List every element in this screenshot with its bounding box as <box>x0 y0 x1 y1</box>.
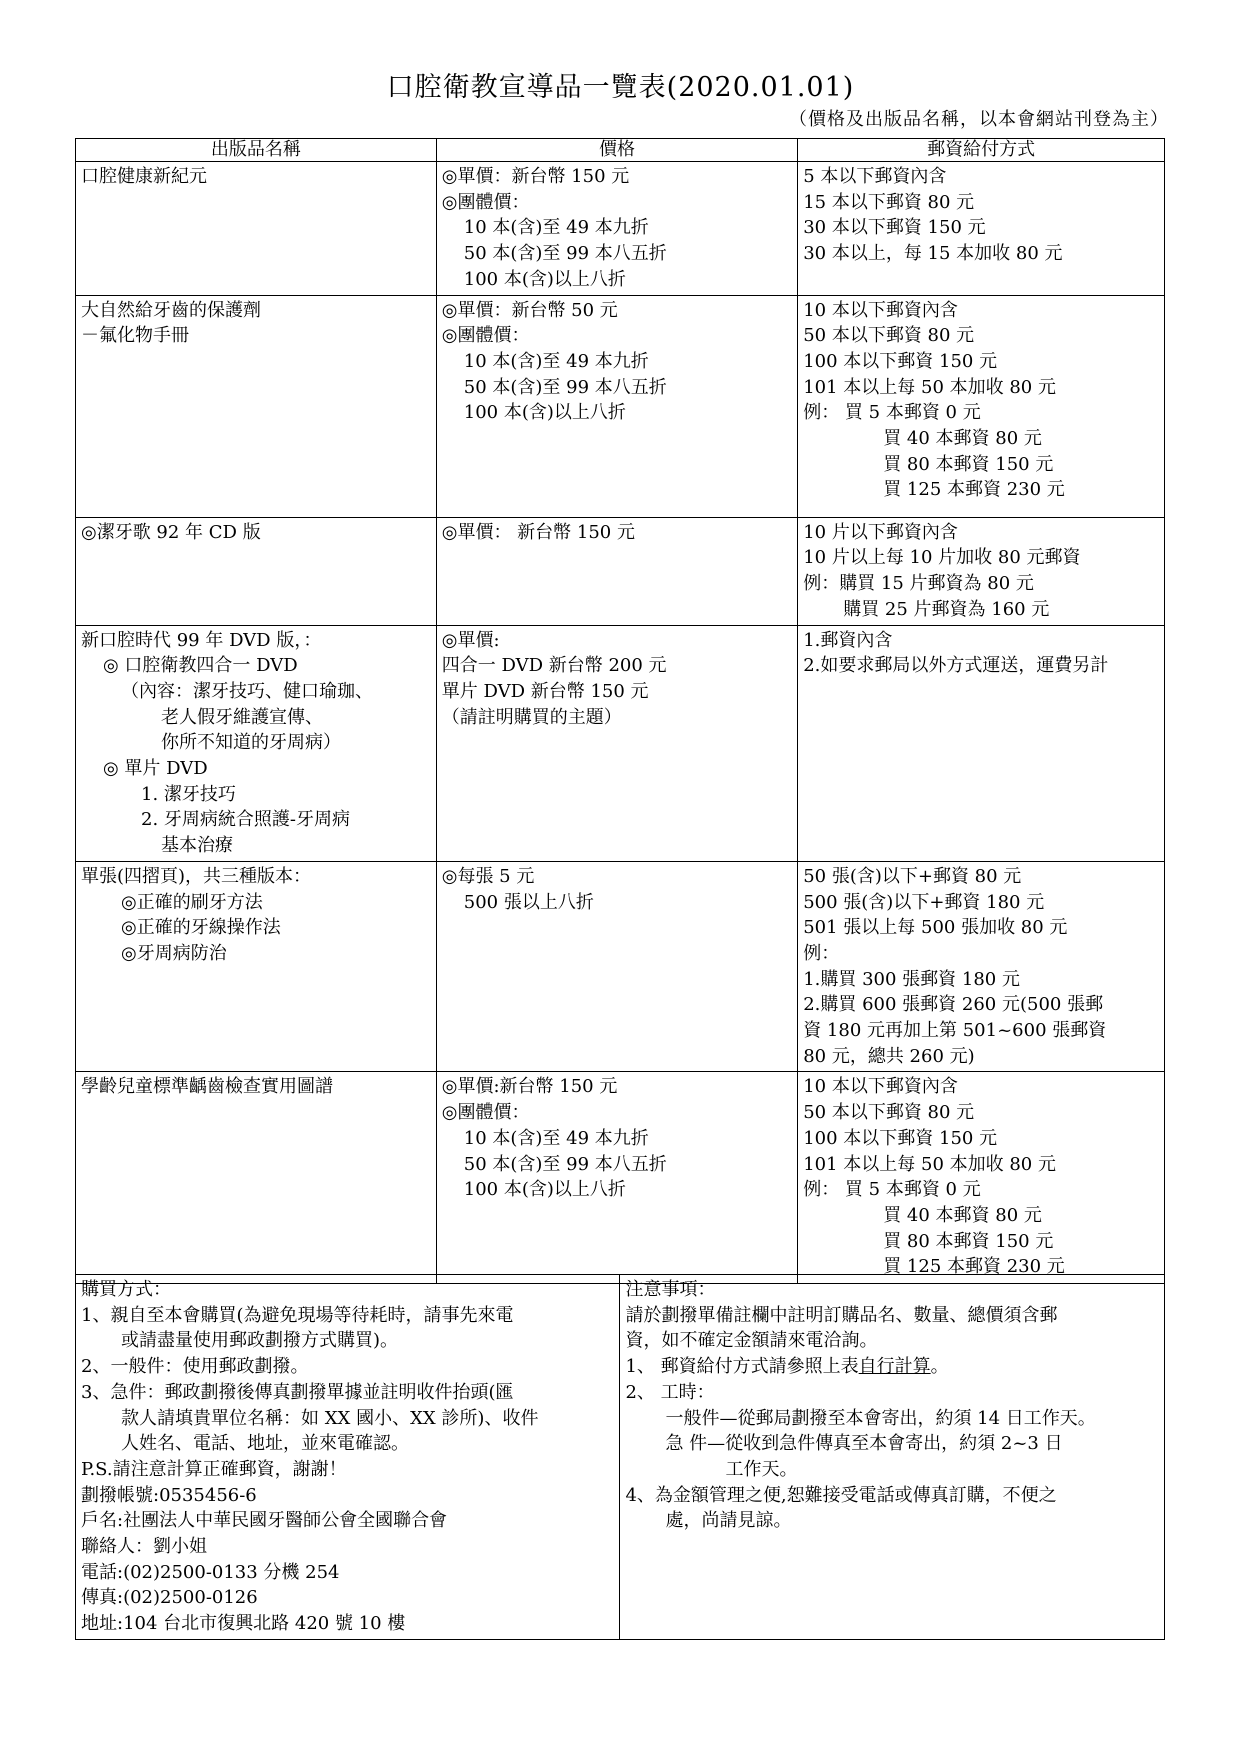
text-line: －氟化物手冊 <box>81 325 189 347</box>
text-line: 2、一般件：使用郵政劃撥。 <box>81 1356 309 1378</box>
table-row <box>76 517 1165 625</box>
cell-postage <box>798 625 1165 861</box>
text-line: 50 本(含)至 99 本八五折 <box>463 1153 667 1175</box>
account-name: 戶名:社團法人中華民國牙醫師公會全國聯合會 <box>81 1510 448 1532</box>
cell-name <box>76 295 437 517</box>
text-line: 基本治療 <box>161 835 233 857</box>
text-line: 購買 25 片郵資為 160 元 <box>843 598 1050 620</box>
purchase-method-cell <box>76 1275 620 1640</box>
text-line: 例： 買 5 本郵資 0 元 <box>803 402 981 424</box>
text-line: 1. 潔牙技巧 <box>141 783 236 805</box>
text-line: 50 本以下郵資 80 元 <box>803 325 975 347</box>
text-line: 100 本以下郵資 150 元 <box>803 1127 998 1149</box>
cell-name <box>76 1072 437 1284</box>
text-line: 2.購買 600 張郵資 260 元(500 張郵 <box>803 994 1104 1016</box>
text-line: 買 80 本郵資 150 元 <box>883 453 1054 475</box>
text-line: 處，尚請見諒。 <box>665 1510 792 1532</box>
text-line: 30 本以上，每 15 本加收 80 元 <box>803 243 1063 265</box>
text-line: 2.如要求郵局以外方式運送，運費另計 <box>803 655 1109 677</box>
cell-postage <box>798 517 1165 625</box>
cell-postage <box>798 295 1165 517</box>
text-line: ◎單價：新台幣 50 元 <box>441 299 618 321</box>
text-line: 買 125 本郵資 230 元 <box>883 1256 1065 1278</box>
table-row <box>76 162 1165 296</box>
text-line: ◎每張 5 元 <box>441 865 535 887</box>
purchase-heading: 購買方式： <box>81 1279 171 1300</box>
text-line: 80 元，總共 260 元) <box>803 1045 975 1067</box>
cell-name <box>76 517 437 625</box>
text-line: 請於劃撥單備註欄中註明訂購品名、數量、總價須含郵 <box>625 1304 1058 1326</box>
text-line: ◎團體價： <box>441 325 530 347</box>
text-line: 100 本(含)以上八折 <box>463 1179 626 1201</box>
text-line: 10 本(含)至 49 本九折 <box>463 350 649 372</box>
text-line: 50 本以下郵資 80 元 <box>803 1102 975 1124</box>
text-line: 你所不知道的牙周病） <box>161 732 341 754</box>
contact-phone: 電話:(02)2500-0133 分機 254 <box>81 1561 340 1583</box>
cell-price <box>436 861 797 1072</box>
text-line: 30 本以下郵資 150 元 <box>803 217 986 239</box>
text-line: 100 本(含)以上八折 <box>463 268 626 290</box>
underlined-text: 自行計算 <box>858 1356 931 1378</box>
text-line: ◎團體價： <box>441 191 530 213</box>
text-line: 單片 DVD 新台幣 150 元 <box>441 680 649 702</box>
text-line: 1.郵資內含 <box>803 629 893 651</box>
text-line: 單張(四摺頁)，共三種版本： <box>81 865 312 887</box>
text-line: 例： 買 5 本郵資 0 元 <box>803 1179 981 1201</box>
text-line: （內容：潔牙技巧、健口瑜珈、 <box>121 680 373 702</box>
text-line: 買 40 本郵資 80 元 <box>883 1204 1042 1226</box>
cell-name <box>76 625 437 861</box>
text-line: 100 本(含)以上八折 <box>463 402 626 424</box>
text-line: 10 本以下郵資內含 <box>803 299 958 321</box>
header-name: 出版品名稱 <box>76 139 437 162</box>
text-line: 10 本(含)至 49 本九折 <box>463 217 649 239</box>
page-title: 口腔衛教宣導品一覽表(2020.01.01) <box>386 72 855 103</box>
text-line: 大自然給牙齒的保護劑 <box>81 299 261 321</box>
text-line: 10 本(含)至 49 本九折 <box>463 1127 649 1149</box>
cell-postage <box>798 162 1165 296</box>
text-line: 10 片以下郵資內含 <box>803 521 958 543</box>
text-line: ◎單價: <box>441 629 500 651</box>
text-line: ◎單價：新台幣 150 元 <box>441 166 630 187</box>
text-line: ◎單價:新台幣 150 元 <box>441 1076 618 1098</box>
text-line: 2. 牙周病統合照護-牙周病 <box>141 809 350 831</box>
text-line: 1.購買 300 張郵資 180 元 <box>803 968 1020 990</box>
text-line: 10 本以下郵資內含 <box>803 1076 958 1098</box>
info-table <box>75 1274 1165 1640</box>
text-line: 50 本(含)至 99 本八五折 <box>463 376 667 398</box>
header-postage: 郵資給付方式 <box>798 139 1165 162</box>
text-line: ◎潔牙歌 92 年 CD 版 <box>81 521 261 543</box>
table-row <box>76 861 1165 1072</box>
table-row <box>76 1072 1165 1284</box>
text-line: （請註明購買的主題） <box>441 706 622 728</box>
text-line: 2、 工時： <box>625 1381 715 1403</box>
text-line: ◎團體價： <box>441 1102 530 1124</box>
text-line: 買 80 本郵資 150 元 <box>883 1230 1054 1252</box>
text-line: ◎ 口腔衛教四合一 DVD <box>103 655 298 677</box>
text-line: 1、親自至本會購買(為避免現場等待耗時，請事先來電 <box>81 1304 514 1326</box>
text-line: 資 180 元再加上第 501~600 張郵資 <box>803 1020 1107 1042</box>
table-row <box>76 295 1165 517</box>
text-line: 或請盡量使用郵政劃撥方式購買)。 <box>121 1330 399 1352</box>
contact-fax: 傳真:(02)2500-0126 <box>81 1587 258 1609</box>
text-line: ◎牙周病防治 <box>121 942 227 964</box>
text-line: 50 張(含)以下+郵資 80 元 <box>803 865 1022 887</box>
cell-price <box>436 295 797 517</box>
text-line: 501 張以上每 500 張加收 80 元 <box>803 917 1068 939</box>
text-line: 款人請填貴單位名稱：如 XX 國小、XX 診所)、收件 <box>121 1407 539 1429</box>
text-line: 100 本以下郵資 150 元 <box>803 350 998 372</box>
table-row <box>76 625 1165 861</box>
table-header-row <box>76 139 1165 162</box>
text-line: 例：購買 15 片郵資為 80 元 <box>803 572 1034 594</box>
notes-heading: 注意事項： <box>625 1279 716 1300</box>
text-line: 學齡兒童標準齲齒檢查實用圖譜 <box>81 1076 333 1098</box>
text-line: 101 本以上每 50 本加收 80 元 <box>803 1153 1056 1175</box>
text-segment: 。 <box>930 1356 949 1378</box>
text-line: P.S.請注意計算正確郵資，謝謝！ <box>81 1458 347 1480</box>
text-line: 口腔健康新紀元 <box>81 166 207 187</box>
text-line: 一般件—從郵局劃撥至本會寄出，約須 14 日工作天。 <box>665 1407 1096 1429</box>
text-line: 10 片以上每 10 片加收 80 元郵資 <box>803 547 1081 569</box>
account-number: 劃撥帳號:0535456-6 <box>81 1484 257 1506</box>
text-line: 50 本(含)至 99 本八五折 <box>463 243 667 265</box>
page-subtitle: （價格及出版品名稱，以本會網站刊登為主） <box>789 109 1169 130</box>
text-line: 人姓名、電話、地址，並來電確認。 <box>121 1433 409 1455</box>
text-line: 15 本以下郵資 80 元 <box>803 191 975 213</box>
contact-address: 地址:104 台北市復興北路 420 號 10 樓 <box>81 1613 406 1635</box>
text-line: 工作天。 <box>725 1458 798 1480</box>
text-line: 四合一 DVD 新台幣 200 元 <box>441 655 667 677</box>
header-price: 價格 <box>436 139 797 162</box>
text-line: 新口腔時代 99 年 DVD 版，： <box>81 629 322 651</box>
text-line: 500 張以上八折 <box>463 891 594 913</box>
text-line: 急 件—從收到急件傳真至本會寄出，約須 2~3 日 <box>665 1433 1063 1455</box>
text-line: 買 125 本郵資 230 元 <box>883 479 1065 501</box>
text-segment: 1、 郵資給付方式請參照上表 <box>625 1356 859 1378</box>
text-line: 101 本以上每 50 本加收 80 元 <box>803 376 1056 398</box>
text-line: 5 本以下郵資內含 <box>803 166 947 187</box>
cell-postage <box>798 1072 1165 1284</box>
product-table <box>75 138 1165 1284</box>
text-line: ◎正確的牙線操作法 <box>121 917 281 939</box>
text-line: ◎正確的刷牙方法 <box>121 891 263 913</box>
notes-cell <box>620 1275 1165 1640</box>
text-line: 500 張(含)以下+郵資 180 元 <box>803 891 1045 913</box>
text-line: 例： <box>803 942 840 964</box>
text-line: 4、為金額管理之便,恕難接受電話或傳真訂購，不便之 <box>625 1484 1057 1506</box>
text-line <box>625 1354 1159 1380</box>
text-line: 資，如不確定金額請來電洽詢。 <box>625 1330 878 1352</box>
text-line: 3、急件：郵政劃撥後傳真劃撥單據並註明收件抬頭(匯 <box>81 1381 514 1403</box>
text-line: ◎單價： 新台幣 150 元 <box>441 521 635 543</box>
cell-price <box>436 517 797 625</box>
contact-person: 聯絡人：劉小姐 <box>81 1536 207 1558</box>
cell-price <box>436 162 797 296</box>
text-line: 買 40 本郵資 80 元 <box>883 428 1042 450</box>
info-row <box>76 1275 1165 1640</box>
cell-postage <box>798 861 1165 1072</box>
text-line: 老人假牙維護宣傳、 <box>161 706 323 728</box>
cell-name <box>76 162 437 296</box>
cell-name <box>76 861 437 1072</box>
cell-price <box>436 625 797 861</box>
cell-price <box>436 1072 797 1284</box>
text-line: ◎ 單片 DVD <box>103 758 208 780</box>
